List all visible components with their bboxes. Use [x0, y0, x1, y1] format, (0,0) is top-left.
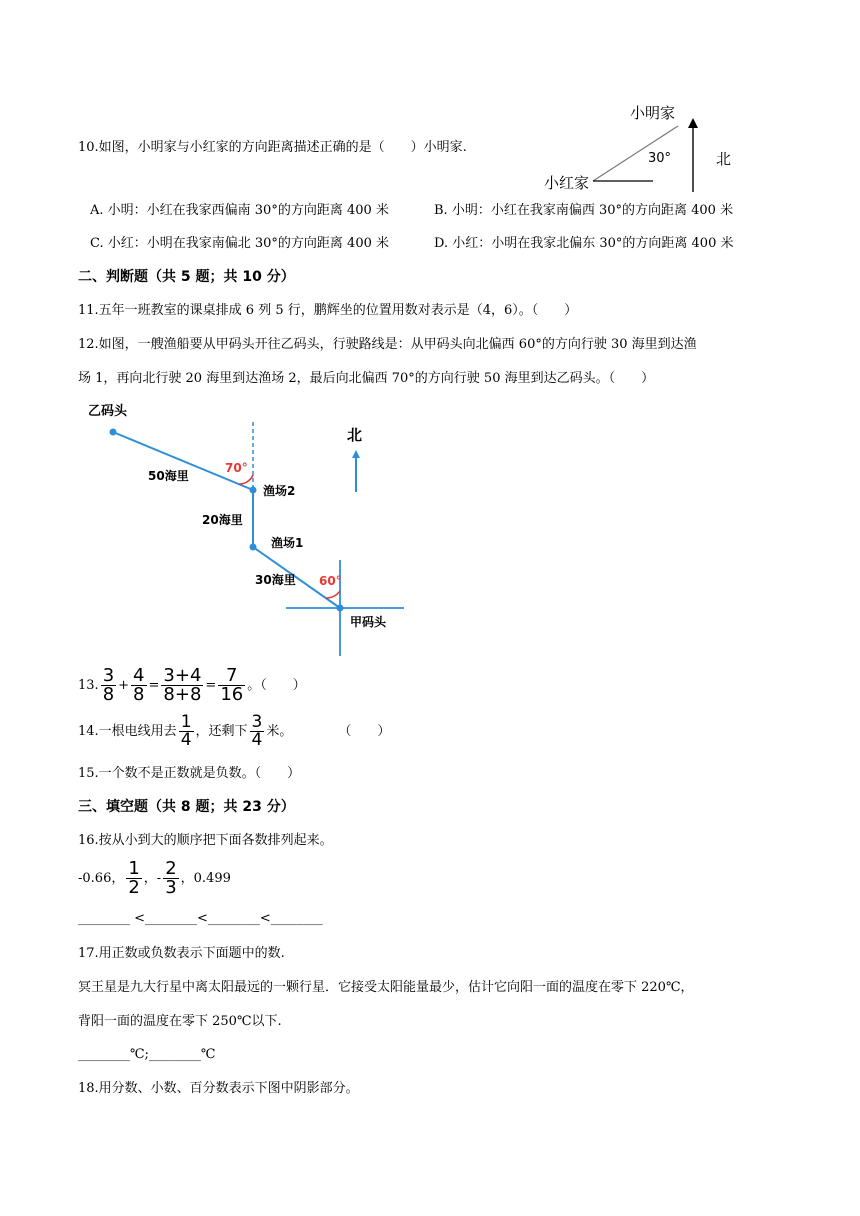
q14-fraction-a: [179, 714, 194, 749]
q16-number-4: ，0.499: [180, 871, 231, 886]
q13-b-num: 4: [133, 665, 145, 686]
q12-point-yi: [110, 429, 117, 436]
q10-north-label: 北: [716, 150, 732, 168]
q14-middle: ，还剩下: [195, 724, 248, 739]
q15-text: 15.一个数不是正数就是负数。（ ）: [78, 766, 301, 781]
q10-angle-label: 30°: [648, 151, 672, 166]
q10-label-hong: 小红家: [544, 174, 590, 192]
q14-paren: （ ）: [338, 724, 391, 739]
q14-line: [78, 712, 390, 752]
q12-point-yuchang1: [250, 544, 257, 551]
q12-north-arrowhead: [352, 450, 360, 458]
q10-option-a: A. 小明：小红在我家西偏南 30°的方向距离 400 米: [90, 203, 389, 218]
q16-f1-den: 2: [128, 877, 140, 898]
q16-f2-den: 3: [165, 877, 177, 898]
q17-line2: 背阳一面的温度在零下 250℃以下.: [78, 1014, 282, 1029]
q16-f2-num: 2: [165, 858, 177, 879]
q13-plus: +: [118, 678, 130, 693]
q10-label-ming: 小明家: [630, 104, 676, 122]
q13-d-num: 7: [218, 667, 245, 686]
q12-label-yuchang2: 渔场2: [263, 484, 296, 498]
q13-suffix: 。（ ）: [247, 678, 306, 693]
q10-option-b: B. 小明：小红在我家南偏西 30°的方向距离 400 米: [434, 203, 734, 218]
q12-angle-60: 60°: [319, 574, 342, 588]
q16-fraction-1: [126, 860, 141, 897]
q12-label-yi: 乙码头: [88, 404, 128, 419]
q16-f1-num: 1: [128, 858, 140, 879]
q13-c-den: 8+8: [163, 684, 202, 705]
q14-fraction-b: [250, 714, 265, 749]
q13-line: [78, 666, 306, 706]
q13-b-den: 8: [133, 684, 145, 705]
q12-label-jia: 甲码头: [350, 615, 387, 629]
q16-stem: 16.按从小到大的顺序把下面各数排列起来。: [78, 833, 333, 848]
section2-title: 二、判断题（共 5 题；共 10 分）: [78, 269, 295, 285]
q13-a-den: 8: [102, 684, 115, 705]
q13-equals-2: =: [205, 678, 217, 693]
q16-fraction-2: [163, 860, 178, 897]
q12-arc-70: [239, 475, 253, 484]
q14-a-num: 1: [180, 712, 192, 732]
q16-separator: ，-: [143, 871, 162, 886]
q10-stem: 10.如图，小明家与小红家的方向距离描述正确的是（ ）小明家.: [78, 140, 467, 155]
q18-stem: 18.用分数、小数、百分数表示下图中阴影部分。: [78, 1081, 359, 1096]
q10-option-d: D. 小红：小明在我家北偏东 30°的方向距离 400 米: [434, 236, 734, 251]
q17-answer-blanks[interactable]: ________℃;________℃: [78, 1047, 216, 1062]
q14-a-den: 4: [180, 730, 192, 750]
q14-b-num: 3: [251, 712, 263, 732]
q14-b-den: 4: [251, 730, 263, 750]
q14-suffix: 米。: [266, 724, 293, 739]
q13-d-den: 16: [220, 684, 244, 705]
q14-prefix: 14.一根电线用去: [78, 724, 177, 739]
q12-label-d20: 20海里: [202, 513, 243, 527]
q12-angle-70: 70°: [225, 461, 248, 475]
q16-numbers: [78, 858, 231, 900]
q13-fraction-d: [218, 667, 245, 704]
q12-point-jia: [337, 605, 344, 612]
q12-route-figure: [82, 396, 412, 658]
q12-label-yuchang1: 渔场1: [271, 536, 304, 550]
q10-option-c: C. 小红：小明在我家南偏北 30°的方向距离 400 米: [90, 236, 390, 251]
q13-prefix: 13.: [78, 678, 99, 693]
q12-line2: 场 1，再向北行驶 20 海里到达渔场 2，最后向北偏西 70°的方向行驶 50 海里到达乙码头。（ ）: [78, 371, 655, 386]
q13-a-num: 3: [102, 665, 115, 686]
q10-north-arrowhead: [688, 118, 698, 128]
q17-line1: 冥王星是九大行星中离太阳最远的一颗行星．它接受太阳能量最少，估计它向阳一面的温度在零下 220℃，: [78, 980, 694, 995]
q12-arc-60: [326, 591, 340, 598]
q10-direction-figure: [540, 96, 750, 196]
q11-text: 11.五年一班教室的课桌排成 6 列 5 行，鹏辉坐的位置用数对表示是（4，6）。（ ）: [78, 303, 578, 318]
q12-point-yuchang2: [250, 487, 257, 494]
q13-fraction-c: [161, 667, 203, 704]
q12-label-d50: 50海里: [148, 469, 189, 483]
section3-title: 三、填空题（共 8 题；共 23 分）: [78, 799, 295, 815]
q16-answer-blanks[interactable]: ________ <________<________<________: [78, 911, 323, 926]
q17-stem: 17.用正数或负数表示下面题中的数.: [78, 946, 285, 961]
q12-line1: 12.如图，一艘渔船要从甲码头开往乙码头，行驶路线是：从甲码头向北偏西 60°的方向行驶 30 海里到达渔: [78, 337, 697, 352]
q13-equals-1: =: [148, 678, 160, 693]
q13-fraction-b: [131, 667, 146, 704]
q13-c-num: 3+4: [163, 665, 202, 686]
q13-fraction-a: [101, 667, 116, 704]
q16-number-1: -0.66，: [78, 871, 125, 886]
q12-label-d30: 30海里: [255, 573, 296, 587]
q12-north-label: 北: [347, 426, 363, 444]
